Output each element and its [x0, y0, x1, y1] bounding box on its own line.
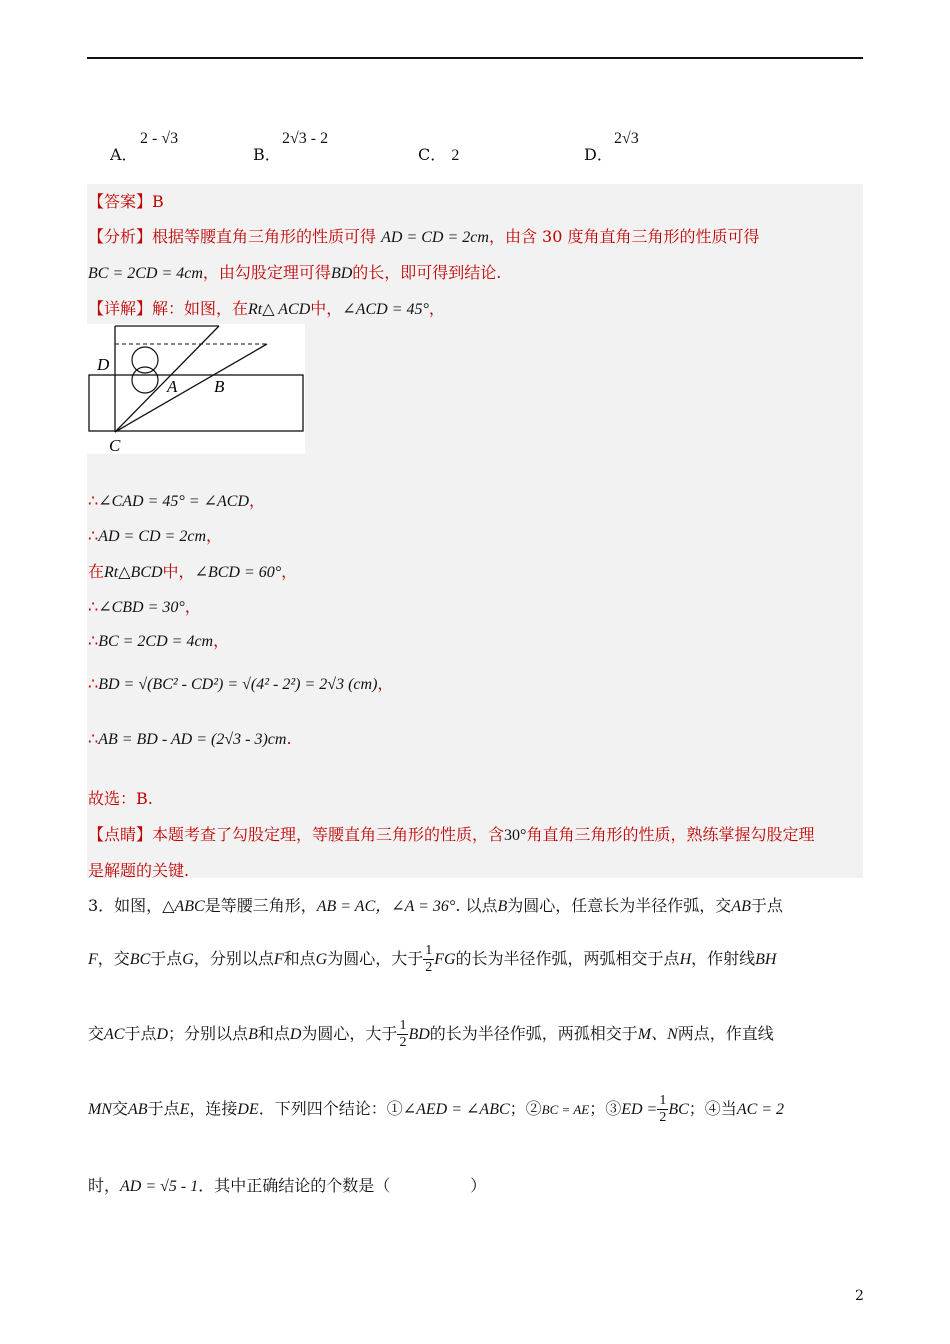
q3-l4c: ，连接 — [189, 1099, 238, 1118]
q3-l1a: 3．如图， — [88, 896, 163, 915]
detail-tag: 【详解】 — [88, 299, 153, 318]
q3-l4b: 于点 — [147, 1099, 180, 1118]
step-6-suffix: ， — [377, 674, 394, 693]
label-c: C — [109, 436, 121, 454]
step-4-prefix: ∴ — [88, 597, 99, 616]
step-6-prefix: ∴ — [88, 674, 99, 693]
q3-l3m4: D — [289, 1026, 302, 1043]
q3-l1c: . 以点 — [455, 896, 498, 915]
q3-l3d: 和点 — [257, 1024, 290, 1043]
step-6 — [88, 671, 393, 694]
q3-l3m1: AC — [104, 1026, 125, 1043]
q3-l3c: ；分别以点 — [168, 1024, 249, 1043]
step-5-suffix: ， — [213, 631, 230, 650]
q3-l4g: ；④当 — [688, 1099, 737, 1118]
label-a: A — [167, 377, 178, 396]
q3-l4m7a: ED = — [621, 1101, 658, 1118]
q3-l1m1: △ABC — [162, 898, 205, 915]
q3-line-3 — [88, 1018, 774, 1051]
option-a-value: 2 - √3 — [140, 130, 179, 147]
q3-l2m2: BC — [129, 951, 151, 968]
q3-l4m5: ∠AED = ∠ABC — [402, 1101, 510, 1118]
analysis-line-1 — [88, 224, 759, 247]
step-7-prefix: ∴ — [88, 729, 99, 748]
q3-l2b: 于点 — [150, 949, 183, 968]
step-2-math: AD = CD = 2cm — [98, 528, 206, 545]
q3-l5m1: AD = √5 - 1 — [120, 1178, 199, 1195]
option-d-value: 2√3 — [614, 130, 639, 147]
option-d[interactable] — [584, 142, 613, 165]
q3-l4m3: E — [179, 1101, 190, 1118]
q3-line-5 — [88, 1173, 486, 1196]
detail-text-c: ， — [428, 299, 445, 318]
step-5-prefix: ∴ — [88, 631, 99, 650]
q3-l4m8: AC = 2 — [736, 1101, 785, 1118]
step-1-math: ∠CAD = 45° = ∠ACD — [98, 493, 249, 510]
q3-l3b: 于点 — [124, 1024, 157, 1043]
q3-fraction-1 — [423, 943, 434, 976]
option-c-value: 2 — [451, 147, 460, 164]
q3-l2m8: BH — [755, 951, 777, 968]
q3-l4m4: DE — [237, 1101, 259, 1118]
analysis-line-2 — [88, 260, 501, 283]
q3-l2f: 的长为半径作弧，两弧相交于点 — [455, 949, 680, 968]
detail-math-1: Rt△ ACD — [248, 301, 311, 318]
q3-l2m4: F — [273, 951, 284, 968]
analysis-text-1a: 根据等腰直角三角形的性质可得 — [152, 227, 377, 246]
option-c[interactable] — [418, 142, 459, 165]
q3-l1m2: AB = AC，∠A = 36° — [316, 898, 456, 915]
step-2 — [88, 523, 222, 546]
step-1 — [88, 488, 265, 511]
analysis-math-2b: BD — [330, 265, 353, 282]
label-d: D — [97, 355, 110, 374]
q3-l4e: ；② — [509, 1099, 542, 1118]
q3-line-2 — [88, 943, 776, 976]
comment-tag: 【点睛】 — [88, 825, 153, 844]
step-1-suffix: ， — [249, 491, 266, 510]
step-3-math: Rt△BCD — [104, 564, 163, 581]
comment-text-1a: 本题考查了勾股定理，等腰直角三角形的性质，含 — [152, 825, 505, 844]
option-b-value: 2√3 - 2 — [282, 130, 329, 147]
q3-line-4 — [88, 1093, 784, 1126]
step-4 — [88, 594, 201, 617]
header-rule — [87, 57, 863, 59]
step-7-suffix: . — [286, 729, 292, 748]
comment-math: 30° — [504, 827, 527, 844]
option-b-label: B． — [253, 145, 281, 164]
analysis-tag: 【分析】 — [88, 227, 153, 246]
comment-line-2: 是解题的关键. — [88, 861, 190, 880]
step-5 — [88, 628, 229, 651]
option-a-label: A． — [110, 145, 138, 164]
q3-l4d: ．下列四个结论：① — [258, 1099, 403, 1118]
q3-l1e: 于点 — [750, 896, 783, 915]
q3-frac2-den: 2 — [399, 1035, 407, 1050]
option-d-label: D． — [584, 145, 613, 164]
analysis-text-2a: ，由勾股定理可得 — [202, 263, 331, 282]
step-6-math: BD = √(BC² - CD²) = √(4² - 2²) = 2√3 (cm) — [98, 676, 378, 693]
q3-l3f: 的长为半径作弧，两孤相交于 — [429, 1024, 638, 1043]
step-3-math2: ∠BCD = 60° — [194, 564, 282, 581]
comment-line-1 — [88, 822, 814, 845]
page-number: 2 — [855, 1288, 864, 1304]
q3-l1b: 是等腰三角形， — [204, 896, 317, 915]
answer-line: 【答案】B — [88, 192, 164, 211]
step-7 — [88, 729, 292, 749]
q3-l2m3: G — [182, 951, 194, 968]
step-3-mid: 中， — [162, 562, 195, 581]
step-3 — [88, 559, 297, 582]
detail-text-a: 解：如图，在 — [152, 299, 249, 318]
step-5-math: BC = 2CD = 4cm — [98, 633, 214, 650]
q3-l2a: ，交 — [97, 949, 130, 968]
step-3-suffix: ， — [281, 562, 298, 581]
option-c-label: C． — [418, 145, 447, 164]
q3-frac1-num: 1 — [425, 943, 433, 958]
q3-l2m1: F — [88, 951, 98, 968]
q3-l3m2: D — [156, 1026, 169, 1043]
step-4-suffix: ， — [184, 597, 201, 616]
option-a[interactable] — [110, 142, 138, 165]
step-2-prefix: ∴ — [88, 526, 99, 545]
q3-l2g: ，作射线 — [691, 949, 756, 968]
detail-text-b: 中， — [310, 299, 343, 318]
q3-frac2-num: 1 — [399, 1018, 407, 1033]
q3-l3m3: B — [248, 1026, 258, 1043]
q3-l2c: ，分别以点 — [193, 949, 274, 968]
detail-math-2: ∠ACD = 45° — [342, 301, 429, 318]
q3-l1d: 为圆心，任意长为半径作弧，交 — [507, 896, 732, 915]
q3-line-1 — [88, 893, 783, 916]
label-b: B — [214, 377, 225, 396]
analysis-math-2: BC = 2CD = 4cm — [88, 265, 203, 282]
q3-fraction-3 — [657, 1093, 668, 1126]
step-2-suffix: ， — [206, 526, 223, 545]
q3-l2m7: H — [679, 951, 692, 968]
detail-line — [88, 296, 445, 319]
q3-frac3-num: 1 — [659, 1093, 667, 1108]
q3-l4m1: MN — [88, 1101, 112, 1118]
q3-l4f: ；③ — [589, 1099, 622, 1118]
triangle-ruler-diagram — [87, 324, 305, 454]
step-7-math: AB = BD - AD = (2√3 - 3)cm — [98, 731, 287, 748]
option-b[interactable] — [253, 142, 281, 165]
q3-l3e: 为圆心，大于 — [301, 1024, 398, 1043]
q3-l5b: ．其中正确结论的个数是（ ） — [198, 1176, 487, 1195]
analysis-text-2b: 的长，即可得到结论. — [352, 263, 502, 282]
step-1-prefix: ∴ — [88, 491, 99, 510]
q3-l4m6: BC = AE — [541, 1102, 590, 1117]
q3-fraction-2 — [397, 1018, 408, 1051]
q3-l4m7b: BC — [668, 1101, 689, 1118]
q3-l2d: 和点 — [283, 949, 316, 968]
q3-l4m2: AB — [128, 1101, 148, 1118]
q3-l2e: 为圆心，大于 — [327, 949, 424, 968]
analysis-text-1b: ，由含 30 度角直角三角形的性质可得 — [488, 227, 760, 246]
q3-l3g: 两点，作直线 — [677, 1024, 774, 1043]
q3-l3m6: M、N — [637, 1026, 678, 1043]
step-4-math: ∠CBD = 30° — [98, 599, 185, 616]
q3-l2m5: G — [315, 951, 328, 968]
step-3-prefix: 在 — [88, 562, 105, 581]
geometry-figure — [87, 324, 305, 454]
choose-line: 故选：B. — [88, 789, 153, 808]
q3-l1m3: B — [497, 898, 508, 915]
q3-l3a: 交 — [88, 1024, 105, 1043]
q3-l2m6: FG — [434, 951, 456, 968]
q3-l4a: 交 — [112, 1099, 129, 1118]
q3-l5a: 时， — [88, 1176, 121, 1195]
q3-l1m4: AB — [731, 898, 751, 915]
analysis-math-1: AD = CD = 2cm — [381, 229, 489, 246]
q3-frac1-den: 2 — [425, 960, 433, 975]
comment-text-1b: 角直角三角形的性质，熟练掌握勾股定理 — [526, 825, 815, 844]
q3-frac3-den: 2 — [659, 1110, 667, 1125]
q3-l3m5: BD — [408, 1026, 430, 1043]
